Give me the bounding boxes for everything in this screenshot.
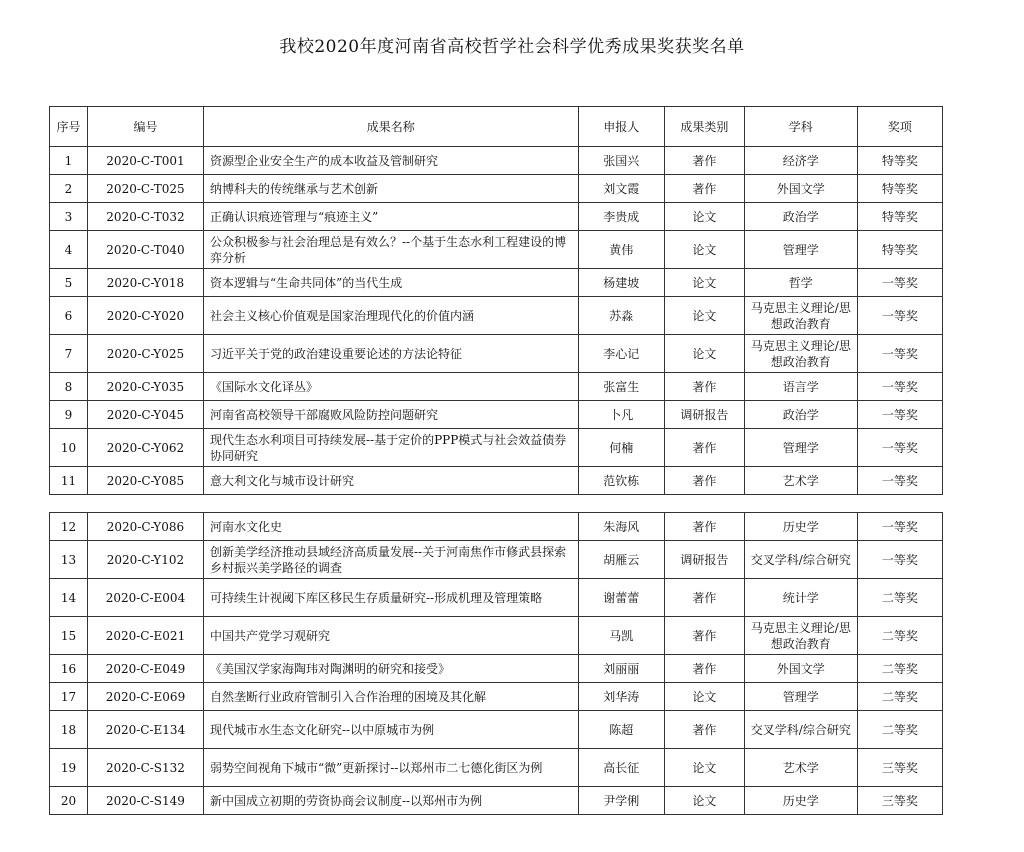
cell-author: 谢蕾蕾 xyxy=(578,579,664,617)
cell-award: 特等奖 xyxy=(857,175,942,203)
cell-subject: 马克思主义理论/思想政治教育 xyxy=(744,617,857,655)
cell-award: 一等奖 xyxy=(857,541,942,579)
cell-code: 2020-C-Y086 xyxy=(87,513,203,541)
award-table-part-2 xyxy=(49,512,943,815)
cell-code: 2020-C-T040 xyxy=(87,231,203,269)
cell-award: 一等奖 xyxy=(857,513,942,541)
cell-author: 苏淼 xyxy=(578,297,664,335)
cell-author: 卜凡 xyxy=(578,401,664,429)
cell-award: 一等奖 xyxy=(857,429,942,467)
cell-no: 15 xyxy=(50,617,88,655)
cell-subject: 交叉学科/综合研究 xyxy=(744,541,857,579)
cell-subject: 艺术学 xyxy=(744,467,857,495)
cell-type: 著作 xyxy=(664,373,744,401)
cell-name: 《国际水文化译丛》 xyxy=(203,373,578,401)
table-row xyxy=(50,655,943,683)
cell-no: 9 xyxy=(50,401,88,429)
cell-award: 特等奖 xyxy=(857,231,942,269)
cell-code: 2020-C-Y085 xyxy=(87,467,203,495)
cell-award: 一等奖 xyxy=(857,467,942,495)
cell-code: 2020-C-Y025 xyxy=(87,335,203,373)
table-row xyxy=(50,297,943,335)
cell-subject: 外国文学 xyxy=(744,655,857,683)
cell-subject: 经济学 xyxy=(744,147,857,175)
cell-subject: 政治学 xyxy=(744,401,857,429)
table-row xyxy=(50,401,943,429)
cell-award: 二等奖 xyxy=(857,711,942,749)
table-row xyxy=(50,269,943,297)
cell-subject: 政治学 xyxy=(744,203,857,231)
award-table-part-1 xyxy=(49,106,943,495)
cell-code: 2020-C-E049 xyxy=(87,655,203,683)
cell-no: 10 xyxy=(50,429,88,467)
cell-no: 13 xyxy=(50,541,88,579)
cell-author: 高长征 xyxy=(578,749,664,787)
table-row xyxy=(50,749,943,787)
page-title: 我校2020年度河南省高校哲学社会科学优秀成果奖获奖名单 xyxy=(279,37,745,57)
cell-code: 2020-C-Y045 xyxy=(87,401,203,429)
cell-award: 一等奖 xyxy=(857,335,942,373)
cell-author: 刘华涛 xyxy=(578,683,664,711)
table-row xyxy=(50,429,943,467)
cell-name: 河南省高校领导干部腐败风险防控问题研究 xyxy=(203,401,578,429)
cell-author: 胡雁云 xyxy=(578,541,664,579)
header-type: 成果类别 xyxy=(664,107,744,147)
header-no: 序号 xyxy=(50,107,88,147)
cell-author: 李心记 xyxy=(578,335,664,373)
cell-type: 论文 xyxy=(664,269,744,297)
cell-name: 创新美学经济推动县域经济高质量发展--关于河南焦作市修武县探索乡村振兴美学路径的调查 xyxy=(203,541,578,579)
cell-code: 2020-C-T032 xyxy=(87,203,203,231)
cell-subject: 交叉学科/综合研究 xyxy=(744,711,857,749)
cell-author: 刘文霞 xyxy=(578,175,664,203)
header-award: 奖项 xyxy=(857,107,942,147)
cell-no: 3 xyxy=(50,203,88,231)
cell-author: 杨建坡 xyxy=(578,269,664,297)
cell-no: 17 xyxy=(50,683,88,711)
cell-type: 调研报告 xyxy=(664,541,744,579)
cell-type: 著作 xyxy=(664,711,744,749)
cell-type: 论文 xyxy=(664,335,744,373)
header-subject: 学科 xyxy=(744,107,857,147)
table-row xyxy=(50,513,943,541)
cell-type: 论文 xyxy=(664,203,744,231)
cell-subject: 语言学 xyxy=(744,373,857,401)
cell-no: 7 xyxy=(50,335,88,373)
cell-subject: 管理学 xyxy=(744,231,857,269)
cell-author: 张富生 xyxy=(578,373,664,401)
cell-code: 2020-C-Y020 xyxy=(87,297,203,335)
cell-type: 著作 xyxy=(664,513,744,541)
cell-no: 6 xyxy=(50,297,88,335)
cell-award: 一等奖 xyxy=(857,401,942,429)
cell-code: 2020-C-Y062 xyxy=(87,429,203,467)
cell-code: 2020-C-T001 xyxy=(87,147,203,175)
cell-name: 正确认识痕迹管理与“痕迹主义” xyxy=(203,203,578,231)
cell-type: 著作 xyxy=(664,579,744,617)
cell-no: 1 xyxy=(50,147,88,175)
table-row xyxy=(50,373,943,401)
cell-no: 8 xyxy=(50,373,88,401)
cell-subject: 艺术学 xyxy=(744,749,857,787)
cell-name: 《美国汉学家海陶玮对陶渊明的研究和接受》 xyxy=(203,655,578,683)
cell-subject: 统计学 xyxy=(744,579,857,617)
cell-name: 社会主义核心价值观是国家治理现代化的价值内涵 xyxy=(203,297,578,335)
cell-subject: 历史学 xyxy=(744,787,857,815)
cell-code: 2020-C-E069 xyxy=(87,683,203,711)
cell-code: 2020-C-S132 xyxy=(87,749,203,787)
cell-award: 特等奖 xyxy=(857,147,942,175)
cell-no: 12 xyxy=(50,513,88,541)
table-row xyxy=(50,147,943,175)
cell-no: 20 xyxy=(50,787,88,815)
cell-award: 一等奖 xyxy=(857,297,942,335)
cell-no: 19 xyxy=(50,749,88,787)
cell-name: 意大利文化与城市设计研究 xyxy=(203,467,578,495)
table-row xyxy=(50,335,943,373)
cell-type: 著作 xyxy=(664,175,744,203)
cell-author: 范钦栋 xyxy=(578,467,664,495)
cell-no: 14 xyxy=(50,579,88,617)
cell-subject: 管理学 xyxy=(744,683,857,711)
cell-type: 调研报告 xyxy=(664,401,744,429)
cell-type: 论文 xyxy=(664,749,744,787)
cell-type: 著作 xyxy=(664,617,744,655)
cell-code: 2020-C-Y102 xyxy=(87,541,203,579)
table-row xyxy=(50,467,943,495)
cell-code: 2020-C-T025 xyxy=(87,175,203,203)
table-row xyxy=(50,787,943,815)
cell-author: 朱海风 xyxy=(578,513,664,541)
cell-subject: 管理学 xyxy=(744,429,857,467)
table-row xyxy=(50,541,943,579)
cell-name: 可持续生计视阈下库区移民生存质量研究--形成机理及管理策略 xyxy=(203,579,578,617)
table-header-row xyxy=(50,107,943,147)
cell-name: 公众积极参与社会治理总是有效么？--个基于生态水利工程建设的博弈分析 xyxy=(203,231,578,269)
cell-name: 资本逻辑与“生命共同体”的当代生成 xyxy=(203,269,578,297)
cell-name: 中国共产党学习观研究 xyxy=(203,617,578,655)
header-name: 成果名称 xyxy=(203,107,578,147)
cell-code: 2020-C-E134 xyxy=(87,711,203,749)
cell-no: 5 xyxy=(50,269,88,297)
cell-award: 一等奖 xyxy=(857,373,942,401)
cell-award: 二等奖 xyxy=(857,617,942,655)
cell-subject: 外国文学 xyxy=(744,175,857,203)
cell-author: 李贵成 xyxy=(578,203,664,231)
cell-author: 尹学俐 xyxy=(578,787,664,815)
cell-name: 自然垄断行业政府管制引入合作治理的困境及其化解 xyxy=(203,683,578,711)
table-row xyxy=(50,617,943,655)
cell-type: 论文 xyxy=(664,231,744,269)
cell-name: 河南水文化史 xyxy=(203,513,578,541)
cell-author: 张国兴 xyxy=(578,147,664,175)
cell-no: 18 xyxy=(50,711,88,749)
table-row xyxy=(50,175,943,203)
cell-author: 黄伟 xyxy=(578,231,664,269)
cell-code: 2020-C-Y035 xyxy=(87,373,203,401)
cell-name: 习近平关于党的政治建设重要论述的方法论特征 xyxy=(203,335,578,373)
cell-type: 著作 xyxy=(664,147,744,175)
cell-author: 马凯 xyxy=(578,617,664,655)
header-author: 申报人 xyxy=(578,107,664,147)
cell-type: 著作 xyxy=(664,429,744,467)
cell-award: 二等奖 xyxy=(857,655,942,683)
cell-code: 2020-C-E021 xyxy=(87,617,203,655)
cell-type: 著作 xyxy=(664,655,744,683)
cell-award: 二等奖 xyxy=(857,579,942,617)
cell-code: 2020-C-E004 xyxy=(87,579,203,617)
cell-no: 2 xyxy=(50,175,88,203)
cell-subject: 马克思主义理论/思想政治教育 xyxy=(744,297,857,335)
cell-type: 论文 xyxy=(664,683,744,711)
cell-code: 2020-C-Y018 xyxy=(87,269,203,297)
cell-type: 论文 xyxy=(664,787,744,815)
cell-name: 资源型企业安全生产的成本收益及管制研究 xyxy=(203,147,578,175)
cell-author: 陈超 xyxy=(578,711,664,749)
cell-name: 纳博科夫的传统继承与艺术创新 xyxy=(203,175,578,203)
table-row xyxy=(50,579,943,617)
cell-type: 著作 xyxy=(664,467,744,495)
cell-author: 刘丽丽 xyxy=(578,655,664,683)
cell-award: 特等奖 xyxy=(857,203,942,231)
cell-subject: 哲学 xyxy=(744,269,857,297)
cell-award: 一等奖 xyxy=(857,269,942,297)
cell-no: 16 xyxy=(50,655,88,683)
cell-subject: 马克思主义理论/思想政治教育 xyxy=(744,335,857,373)
table-row xyxy=(50,711,943,749)
cell-subject: 历史学 xyxy=(744,513,857,541)
cell-no: 11 xyxy=(50,467,88,495)
cell-name: 现代生态水利项目可持续发展--基于定价的PPP模式与社会效益债券协同研究 xyxy=(203,429,578,467)
cell-no: 4 xyxy=(50,231,88,269)
cell-author: 何楠 xyxy=(578,429,664,467)
cell-code: 2020-C-S149 xyxy=(87,787,203,815)
cell-award: 三等奖 xyxy=(857,749,942,787)
cell-name: 新中国成立初期的劳资协商会议制度--以郑州市为例 xyxy=(203,787,578,815)
header-code: 编号 xyxy=(87,107,203,147)
cell-award: 二等奖 xyxy=(857,683,942,711)
table-row xyxy=(50,683,943,711)
table-row xyxy=(50,231,943,269)
table-row xyxy=(50,203,943,231)
cell-type: 论文 xyxy=(664,297,744,335)
cell-name: 现代城市水生态文化研究--以中原城市为例 xyxy=(203,711,578,749)
cell-name: 弱势空间视角下城市“微”更新探讨--以郑州市二七德化街区为例 xyxy=(203,749,578,787)
cell-award: 三等奖 xyxy=(857,787,942,815)
